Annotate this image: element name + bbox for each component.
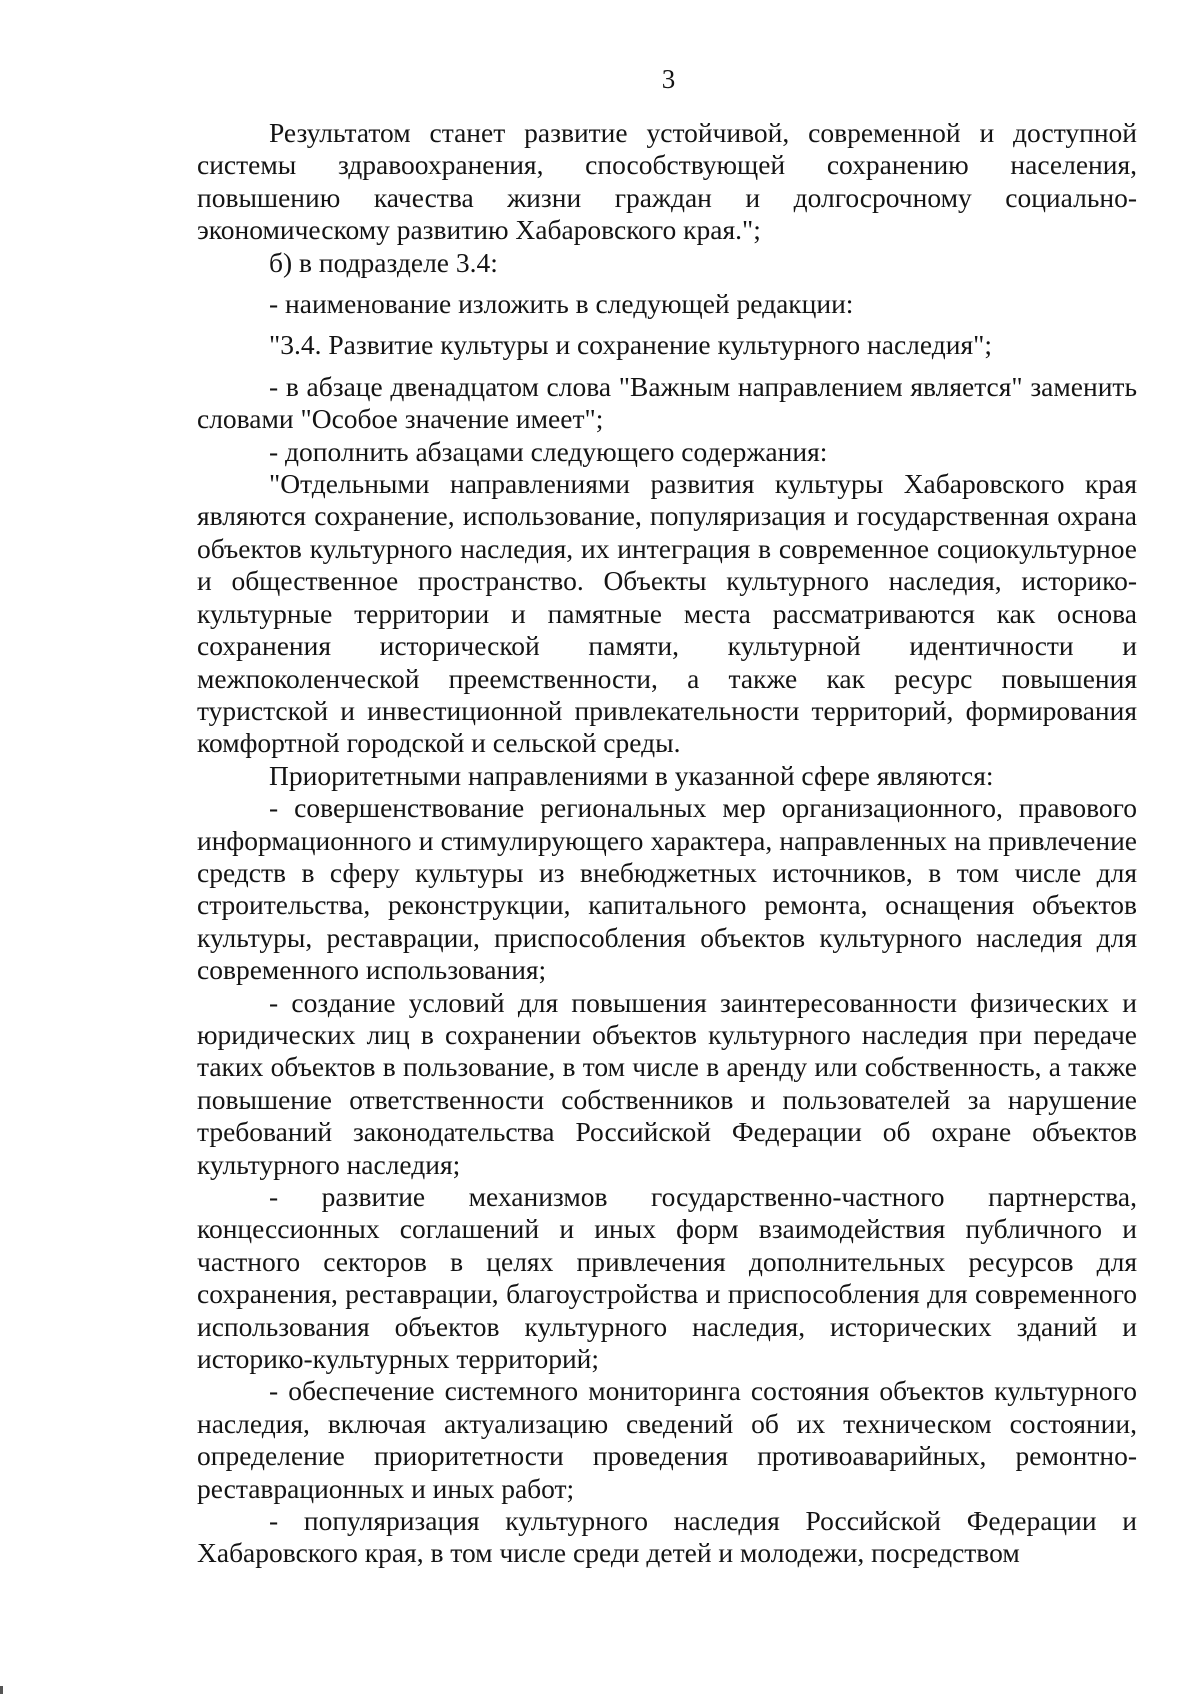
list-item-partnership: - развитие механизмов государственно-частного партнерства, концессионных соглашений и иных форм взаимодействия публичного и частного секторов в целях привлечения дополнительных ресурсов для сохранения, реставрации, благоустройства и приспособления для современного использования объектов культурного наследия, исторических зданий и историко-культурных территорий; — [197, 1181, 1137, 1375]
paragraph-section-title: "3.4. Развитие культуры и сохранение культурного наследия"; — [269, 329, 992, 361]
list-item-regional-measures: - совершенствование региональных мер организационного, правового информационного и стимулирующего характера, направленных на привлечение средств в сферу культуры из внебюджетных источников, в том числе для строительства, реконструкции, капитального ремонта, оснащения объектов культуры, реставрации, приспособления объектов культурного наследия для современного использования; — [197, 792, 1137, 986]
list-item-popularization: - популяризация культурного наследия Российской Федерации и Хабаровского края, в том числе среди детей и молодежи, посредством — [197, 1505, 1137, 1569]
paragraph-name-edit: - наименование изложить в следующей редакции: — [269, 288, 854, 320]
paragraph-replace-words: - в абзаце двенадцатом слова "Важным направлением является" заменить словами "Особое значение имеет"; — [197, 370, 1137, 435]
list-item-monitoring: - обеспечение системного мониторинга состояния объектов культурного наследия, включая актуализацию сведений об их техническом состоянии, определение приоритетности проведения противоаварийных, ремонтно-реставрационных и иных работ; — [197, 1375, 1137, 1504]
list-item-conditions: - создание условий для повышения заинтересованности физических и юридических лиц в сохранении объектов культурного наследия при передаче таких объектов в пользование, в том числе в аренду или собственность, а также повышение ответственности собственников и пользователей за нарушение требований законодательства Российской Федерации об охране объектов культурного наследия; — [197, 986, 1137, 1180]
paragraph-result: Результатом станет развитие устойчивой, современной и доступной системы здравоохранения, способствующей сохранению населения, повышению качества жизни граждан и долгосрочному социально-экономическому развитию Хабаровского края."; — [197, 117, 1137, 246]
page-number: 3 — [661, 64, 676, 94]
paragraph-culture-directions: "Отдельными направлениями развития культуры Хабаровского края являются сохранение, использование, популяризация и государственная охрана объектов культурного наследия, их интеграция в современное социокультурное и общественное пространство. Объекты культурного наследия, историко-культурные территории и памятные места рассматриваются как основа сохранения исторической памяти, культурной идентичности и межпоколенческой преемственности, а также как ресурс повышения туристской и инвестиционной привлекательности территорий, формирования комфортной городской и сельской среды. — [197, 468, 1137, 759]
paragraph-subsection-b: б) в подразделе 3.4: — [269, 246, 498, 278]
scan-edge-mark — [0, 1686, 3, 1694]
paragraph-priorities-intro: Приоритетными направлениями в указанной сфере являются: — [269, 759, 994, 791]
paragraph-add-paragraphs: - дополнить абзацами следующего содержания: — [269, 435, 828, 467]
document-body — [197, 117, 1137, 1570]
